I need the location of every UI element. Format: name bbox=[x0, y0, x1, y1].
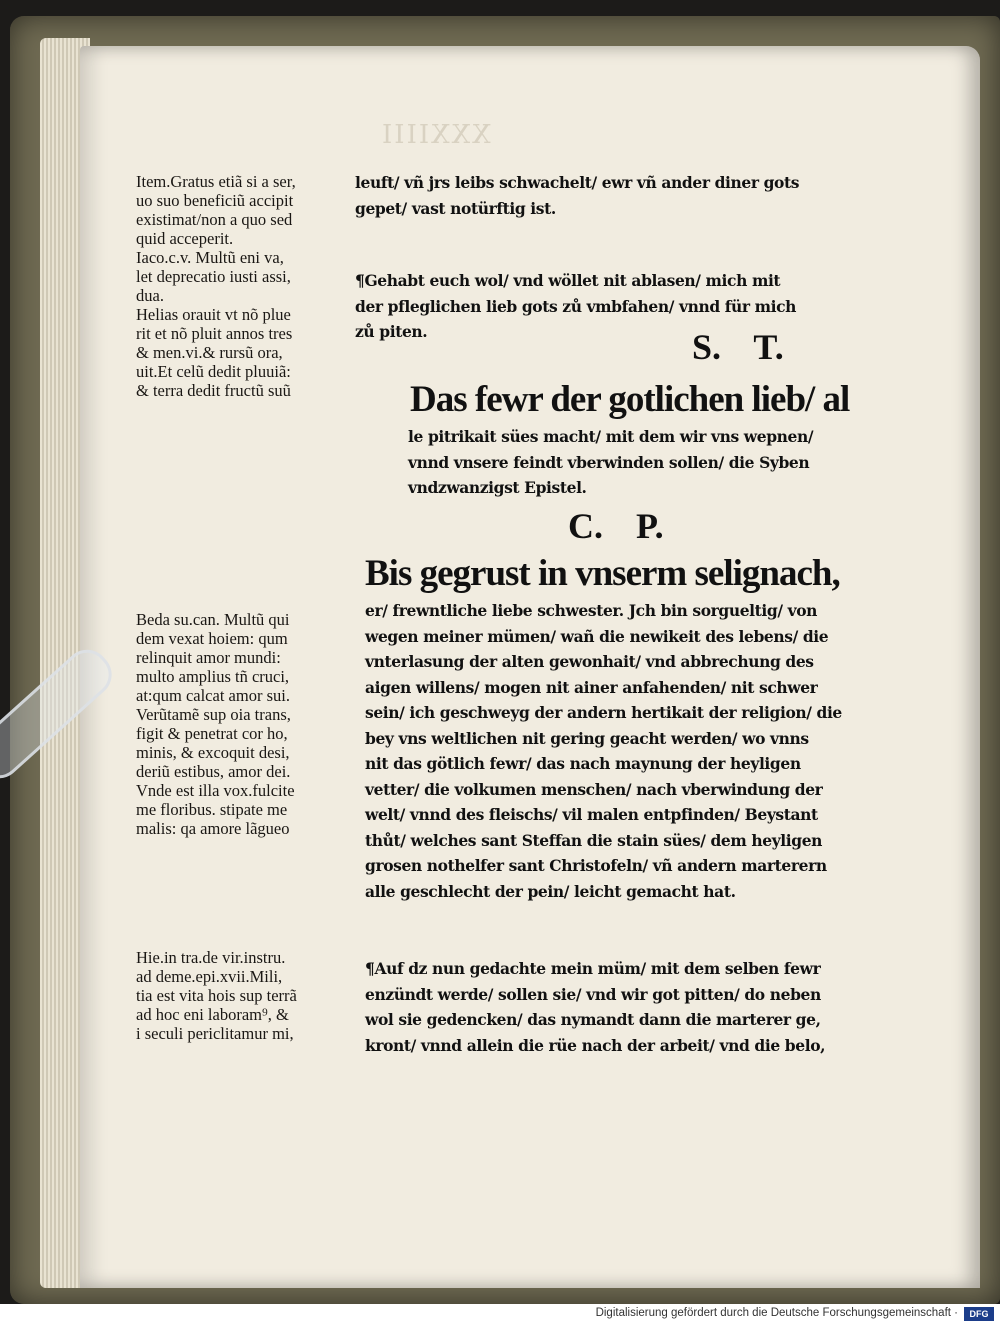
text-line: welt/ vnnd des fleischs/ vil malen entpfinden/ Beystant bbox=[365, 805, 818, 824]
running-head-bleed: XXXIIII bbox=[380, 120, 491, 150]
paragraph-5 bbox=[365, 956, 895, 1058]
text-line: er/ frewntliche liebe schwester. Jch bin sorgueltig/ von bbox=[365, 601, 818, 620]
text-line: alle geschlecht der pein/ leicht gemacht hat. bbox=[365, 881, 736, 901]
text-line: ¶Auf dz nun gedachte mein müm/ mit dem selben fewr bbox=[365, 959, 821, 978]
text-line: me floribus. stipate me bbox=[136, 800, 288, 819]
text-line: Vnde est illa vox.fulcite bbox=[136, 781, 295, 800]
text-line: quid acceperit. bbox=[136, 229, 234, 248]
text-line: rit et nõ pluit annos tres bbox=[136, 324, 293, 343]
credit-bar bbox=[0, 1304, 1000, 1324]
text-line: Verũtamẽ sup oia trans, bbox=[136, 705, 291, 724]
margin-note-2 bbox=[136, 610, 348, 838]
heading-epistle-27: Das fewr der gotlichen lieb/ al bbox=[410, 379, 850, 420]
text-line: aigen willens/ mogen nit ainer anfahenden/ nit schwer bbox=[365, 677, 818, 697]
text-line: Beda su.can. Multũ qui bbox=[136, 610, 290, 629]
paragraph-1 bbox=[355, 170, 895, 221]
text-line: Iaco.c.v. Multũ eni va, bbox=[136, 248, 284, 267]
text-line: deriũ estibus, amor dei. bbox=[136, 762, 291, 781]
text-line: dua. bbox=[136, 286, 164, 305]
text-line: relinquit amor mundi: bbox=[136, 648, 281, 667]
text-line: i seculi periclitamur mi, bbox=[136, 1024, 294, 1043]
text-line: at:qum calcat amor sui. bbox=[136, 686, 290, 705]
text-line: le pitrikait sües macht/ mit dem wir vns wepnen/ bbox=[408, 427, 814, 446]
text-line: & men.vi.& rursũ ora, bbox=[136, 343, 283, 362]
text-line: vetter/ die volkumen menschen/ nach vberwindung der bbox=[365, 779, 823, 799]
text-line: nit das götlich fewr/ das nach maynung der heyligen bbox=[365, 754, 801, 773]
text-line: vnnd vnsere feindt vberwinden sollen/ die Syben bbox=[408, 452, 810, 472]
text-line: gepet/ vast notürftig ist. bbox=[355, 198, 556, 218]
text-line: kront/ vnnd allein die rüe nach der arbeit/ vnd die belo, bbox=[365, 1035, 826, 1055]
text-line: uit.Et celũ dedit pluuiã: bbox=[136, 362, 291, 381]
text-line: der pfleglichen lieb gots zů vmbfahen/ vnnd für mich bbox=[355, 296, 797, 316]
paragraph-3 bbox=[408, 424, 898, 501]
margin-note-3 bbox=[136, 948, 348, 1043]
text-line: sein/ ich geschweyg der andern hertikait der religion/ die bbox=[365, 703, 842, 722]
text-line: & terra dedit fructũ suũ bbox=[136, 381, 291, 400]
text-line: uo suo beneficiũ accipit bbox=[136, 191, 294, 210]
text-line: zů piten. bbox=[355, 322, 428, 341]
text-line: Helias orauit vt nõ plue bbox=[136, 305, 291, 324]
dfg-logo: DFG bbox=[964, 1307, 994, 1321]
text-line: existimat/non a quo sed bbox=[136, 210, 293, 229]
text-line: ad hoc eni laboram⁹, & bbox=[136, 1005, 289, 1024]
text-line: Item.Gratus etiã si a ser, bbox=[136, 172, 296, 191]
text-line: vnterlasung der alten gewonhait/ vnd abbrechung des bbox=[365, 652, 814, 671]
text-line: malis: qa amore lãgueo bbox=[136, 819, 290, 838]
text-line: Hie.in tra.de vir.instru. bbox=[136, 948, 286, 967]
text-line: wol sie gedencken/ das nymandt dann die marterer ge, bbox=[365, 1010, 821, 1029]
text-line: ad deme.epi.xvii.Mili, bbox=[136, 967, 283, 986]
text-line: grosen nothelfer sant Christofeln/ vñ andern marterern bbox=[365, 856, 827, 875]
text-line: let deprecatio iusti assi, bbox=[136, 267, 291, 286]
initials-c-p: C. P. bbox=[568, 506, 664, 546]
margin-note-1 bbox=[136, 172, 348, 400]
heading-greeting: Bis gegrust in vnserm selignach, bbox=[365, 553, 840, 594]
text-line: ¶Gehabt euch wol/ vnd wöllet nit ablasen/ mich mit bbox=[355, 271, 781, 290]
text-line: thůt/ welches sant Steffan die stain sües/ dem heyligen bbox=[365, 830, 823, 850]
text-line: enzündt werde/ sollen sie/ vnd wir got pitten/ do neben bbox=[365, 984, 821, 1004]
text-line: leuft/ vñ jrs leibs schwachelt/ ewr vñ ander diner gots bbox=[355, 173, 800, 192]
text-line: dem vexat hoiem: qum bbox=[136, 629, 288, 648]
credit-text: Digitalisierung gefördert durch die Deutsche Forschungsgemeinschaft · bbox=[595, 1307, 958, 1319]
text-line: tia est vita hois sup terrã bbox=[136, 986, 297, 1005]
text-line: figit & penetrat cor ho, bbox=[136, 724, 288, 743]
text-line: bey vns weltlichen nit gering geacht werden/ wo vnns bbox=[365, 728, 809, 748]
text-line: minis, & excoquit desi, bbox=[136, 743, 290, 762]
text-line: vndzwanzigst Epistel. bbox=[408, 478, 587, 497]
paragraph-2 bbox=[355, 268, 895, 345]
paragraph-4 bbox=[365, 598, 895, 904]
text-line: multo amplius tñ cruci, bbox=[136, 667, 290, 686]
initials-s-t: S. T. bbox=[692, 327, 784, 367]
text-line: wegen meiner mümen/ wañ die newikeit des lebens/ die bbox=[365, 626, 829, 646]
